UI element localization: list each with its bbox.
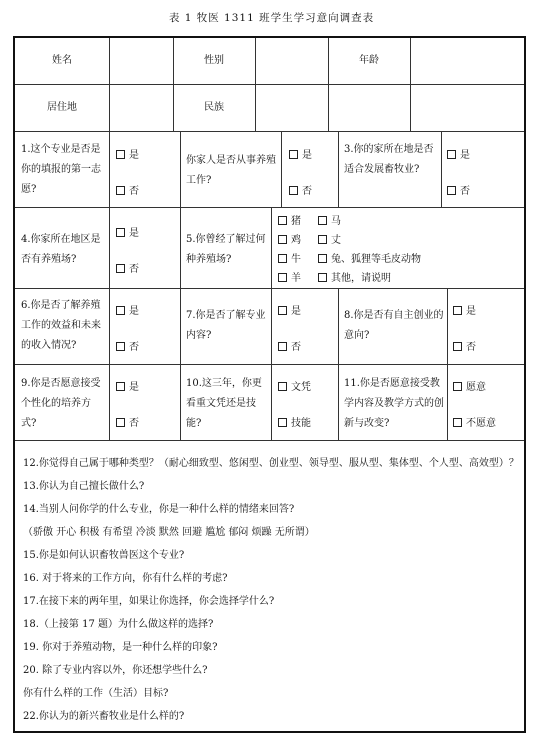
checkbox-icon (278, 235, 287, 244)
name-field[interactable] (110, 42, 172, 82)
q2-option-yes[interactable]: 是 (289, 146, 312, 161)
question-18: 18.（上接第 17 题）为什么做这样的选择? (23, 619, 214, 630)
question-2: 你家人是否从事养殖工作? (186, 155, 276, 186)
q5-option-pig[interactable]: 猪 (278, 212, 301, 227)
question-20: 20. 除了专业内容以外，你还想学些什么? (23, 665, 208, 676)
question-6: 6.你是否了解养殖工作的效益和未来的收入情况? (21, 300, 101, 351)
q1-option-yes[interactable]: 是 (116, 146, 139, 161)
checkbox-icon (116, 418, 125, 427)
checkbox-icon (116, 186, 125, 195)
checkbox-icon (116, 306, 125, 315)
checkbox-icon (447, 186, 456, 195)
checkbox-icon (116, 228, 125, 237)
question-8: 8.你是否有自主创业的意向? (344, 310, 444, 341)
question-10: 10.这三年，你更看重文凭还是技能? (186, 378, 262, 429)
name-label: 姓名 (52, 55, 72, 66)
checkbox-icon (278, 382, 287, 391)
question-15: 15.你是如何认识畜牧兽医这个专业? (23, 550, 185, 561)
question-12: 12.你觉得自己属于哪种类型？（耐心细致型、悠闲型、创业型、领导型、服从型、集体型、个人型、高效型）？ (23, 458, 519, 469)
q5-option-cattle[interactable]: 牛 (278, 250, 301, 265)
age-label: 年龄 (359, 55, 379, 66)
question-19: 19. 你对于养殖动物，是一种什么样的印象? (23, 642, 218, 653)
checkbox-icon (116, 150, 125, 159)
q3-option-no[interactable]: 否 (447, 182, 470, 197)
checkbox-icon (278, 342, 287, 351)
q5-option-fur-animals[interactable]: 兔、狐狸等毛皮动物 (318, 250, 421, 265)
checkbox-icon (289, 186, 298, 195)
checkbox-icon (278, 216, 287, 225)
question-21: 你有什么样的工作（生活）目标? (23, 688, 169, 699)
table-title: 表 1 牧医 1311 班学生学习意向调查表 (168, 12, 375, 24)
q6-option-no[interactable]: 否 (116, 338, 139, 353)
checkbox-icon (453, 382, 462, 391)
age-field[interactable] (411, 42, 521, 82)
checkbox-icon (289, 150, 298, 159)
q4-option-yes[interactable]: 是 (116, 224, 139, 239)
question-16: 16. 对于将来的工作方向，你有什么样的考虑? (23, 573, 228, 584)
q11-option-willing[interactable]: 愿意 (453, 378, 486, 393)
question-13: 13.你认为自己擅长做什么? (23, 481, 145, 492)
question-7: 7.你是否了解专业内容? (186, 310, 266, 341)
checkbox-icon (318, 216, 327, 225)
question-4: 4.你家所在地区是否有养殖场? (21, 234, 101, 265)
gender-label: 性别 (204, 55, 224, 66)
question-11: 11.你是否愿意接受教学内容及教学方式的创新与改变? (344, 378, 444, 429)
q8-option-no[interactable]: 否 (453, 338, 476, 353)
checkbox-icon (116, 342, 125, 351)
gender-field[interactable] (256, 42, 327, 82)
checkbox-icon (318, 273, 327, 282)
question-17: 17.在接下来的两年里，如果让你选择，你会选择学什么? (23, 596, 275, 607)
checkbox-icon (278, 273, 287, 282)
question-9: 9.你是否愿意接受个性化的培养方式? (21, 378, 101, 429)
checkbox-icon (453, 306, 462, 315)
q5-option-zhang[interactable]: 丈 (318, 231, 341, 246)
q5-option-sheep[interactable]: 羊 (278, 269, 301, 284)
q5-option-other[interactable]: 其他，请说明 (318, 269, 391, 284)
q5-option-chicken[interactable]: 鸡 (278, 231, 301, 246)
checkbox-icon (116, 264, 125, 273)
q5-option-horse[interactable]: 马 (318, 212, 341, 227)
checkbox-icon (318, 235, 327, 244)
q9-option-no[interactable]: 否 (116, 414, 139, 429)
checkbox-icon (453, 342, 462, 351)
checkbox-icon (278, 306, 287, 315)
q9-option-yes[interactable]: 是 (116, 378, 139, 393)
question-22: 22.你认为的新兴畜牧业是什么样的? (23, 711, 185, 722)
residence-label: 居住地 (47, 102, 77, 113)
q3-option-yes[interactable]: 是 (447, 146, 470, 161)
q11-option-unwilling[interactable]: 不愿意 (453, 414, 496, 429)
ethnicity-field[interactable] (256, 88, 327, 128)
q7-option-yes[interactable]: 是 (278, 302, 301, 317)
q10-option-diploma[interactable]: 文凭 (278, 378, 311, 393)
question-3: 3.你的家所在地是否适合发展畜牧业? (344, 144, 434, 175)
residence-field[interactable] (110, 88, 172, 128)
q4-option-no[interactable]: 否 (116, 260, 139, 275)
checkbox-icon (453, 418, 462, 427)
survey-table (13, 36, 526, 733)
checkbox-icon (318, 254, 327, 263)
question-14-options: （骄傲 开心 积极 有希望 冷淡 默然 回避 尴尬 郁闷 烦躁 无所谓） (23, 527, 315, 538)
checkbox-icon (116, 382, 125, 391)
question-14: 14.当别人问你学的什么专业，你是一种什么样的情绪来回答? (23, 504, 295, 515)
question-5: 5.你曾经了解过何种养殖场? (186, 234, 266, 265)
q7-option-no[interactable]: 否 (278, 338, 301, 353)
q8-option-yes[interactable]: 是 (453, 302, 476, 317)
ethnicity-label: 民族 (204, 102, 224, 113)
checkbox-icon (447, 150, 456, 159)
q2-option-no[interactable]: 否 (289, 182, 312, 197)
q1-option-no[interactable]: 否 (116, 182, 139, 197)
q6-option-yes[interactable]: 是 (116, 302, 139, 317)
q10-option-skills[interactable]: 技能 (278, 414, 311, 429)
checkbox-icon (278, 254, 287, 263)
question-1: 1.这个专业是否是你的填报的第一志愿? (21, 144, 101, 195)
checkbox-icon (278, 418, 287, 427)
